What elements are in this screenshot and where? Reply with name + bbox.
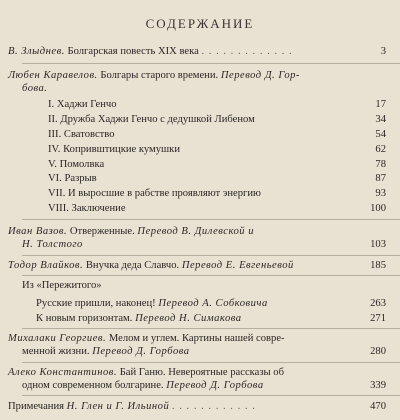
chapter-title: III. Сватовство [48,129,115,140]
divider [22,275,400,276]
section-heading-perezhitoe: Из «Пережитого» [22,280,102,291]
toc-entry-vazov [8,225,254,238]
toc-entry-karavelov [8,69,300,82]
title: Болгары старого времени. [100,70,219,81]
toc-entry-konstantinov [8,366,284,379]
toc-entry-konstantinov-continued [22,379,264,392]
chapter-title: V. Помолвка [48,159,105,170]
chapter-title: VIII. Заключение [48,203,126,214]
translator: Перевод Д. Гор- [220,70,300,81]
author: Алеко Константинов. [8,367,118,378]
title: Внучка деда Славчо. [85,260,180,271]
dot-leader: . . . . . . . . . . . . . [201,46,293,57]
page-number: 87 [375,173,386,184]
divider [22,362,400,363]
toc-subentry [36,297,268,310]
divider [22,395,400,396]
translator: Перевод Д. Горбова [92,346,190,357]
page-number: 100 [370,203,386,214]
toc-entry-notes [8,400,358,413]
translator: Перевод В. Дилевской и [137,226,255,237]
toc-subentry [36,312,242,325]
page-number: 17 [375,99,386,110]
divider [22,219,400,220]
author: В. Злыднев. [8,46,65,57]
chapter-title: VII. И выросшие в рабстве проявляют энергию [48,188,261,199]
toc-entry-zlydnev [8,45,368,58]
title: Отверженные. [69,226,135,237]
page-number: 78 [375,159,386,170]
page-number: 34 [375,114,386,125]
page-number: 103 [370,239,386,250]
title: Бай Ганю. Невероятные рассказы об [119,367,284,378]
toc-entry-vlaykov [8,259,294,272]
notes-authors: Н. Глен и Г. Ильиной [66,401,170,412]
title: Болгарская повесть XIX века [67,46,199,57]
translator: Перевод А. Собковича [158,298,268,309]
dot-leader: . . . . . . . . . . . . [171,401,256,412]
page-number: 3 [380,46,386,57]
title: Мелом и углем. Картины нашей совре- [108,333,285,344]
chapter-title: IV. Копривштицкие кумушки [48,144,181,155]
page-number: 54 [375,129,386,140]
page-number: 93 [375,188,386,199]
translator: Перевод Н. Симакова [135,313,242,324]
divider [22,328,400,329]
page-number: 339 [370,380,386,391]
author: Любен Каравелов. [8,70,98,81]
author: Тодор Влайков. [8,260,84,271]
notes-label: Примечания [8,401,64,412]
author: Иван Вазов. [8,226,68,237]
chapter-title: I. Хаджи Генчо [48,99,117,110]
author: Михалаки Георгиев. [8,333,107,344]
translator-continued: Н. Толстого [22,239,83,250]
page-number: 263 [370,298,386,309]
divider [22,255,400,256]
chapter-title: VI. Разрыв [48,173,97,184]
translator-continued: бова. [22,83,48,94]
contents-heading: СОДЕРЖАНИЕ [145,16,255,31]
page-number: 185 [370,260,386,271]
page-number: 62 [375,144,386,155]
title-continued: менной жизни. [22,346,90,357]
translator: Перевод Е. Евгеньевой [181,260,294,271]
chapter-title: II. Дружба Хаджи Генчо с дедушкой Либеном [48,114,255,125]
page-number: 280 [370,346,386,357]
title: Русские пришли, наконец! [36,298,156,309]
translator: Перевод Д. Горбова [166,380,264,391]
divider [22,63,400,64]
toc-entry-georgiev [8,332,285,345]
page-number: 470 [370,401,386,412]
page-number: 271 [370,313,386,324]
title: К новым горизонтам. [36,313,133,324]
title-continued: одном современном болгарине. [22,380,164,391]
toc-entry-georgiev-continued [22,345,190,358]
